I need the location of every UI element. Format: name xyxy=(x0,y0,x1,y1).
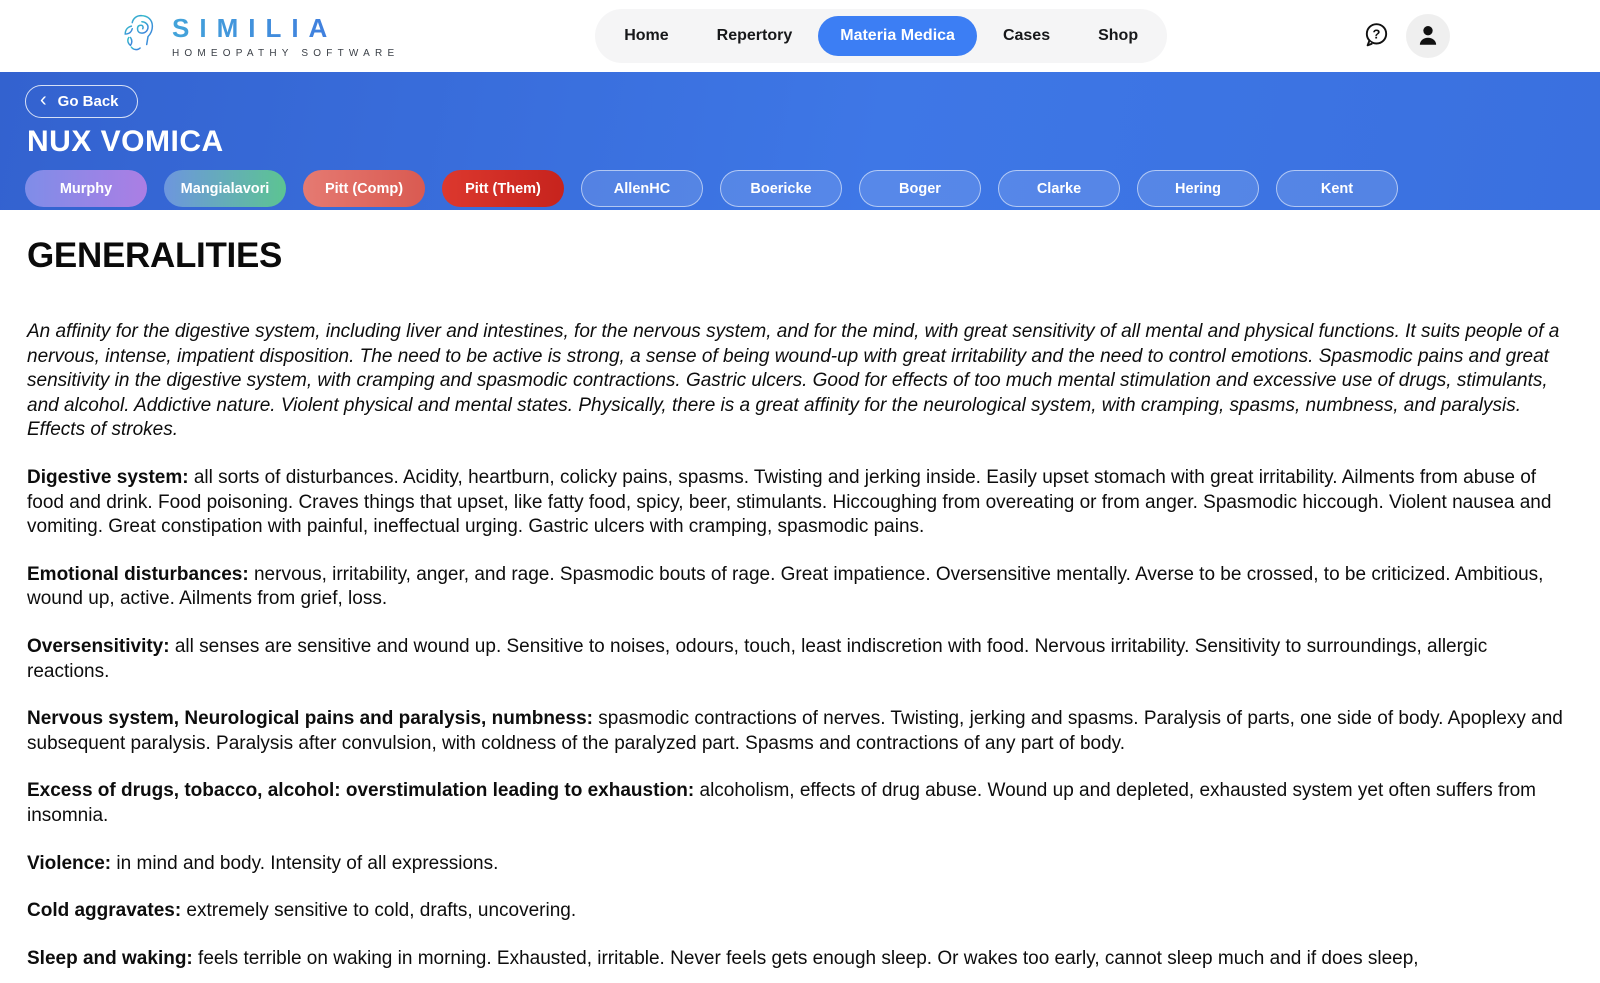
main-nav xyxy=(595,9,1167,63)
nav-item-shop[interactable]: Shop xyxy=(1076,16,1160,56)
source-tab-kent[interactable]: Kent xyxy=(1276,170,1398,207)
go-back-label: Go Back xyxy=(57,93,119,110)
brand-tagline: HOMEOPATHY SOFTWARE xyxy=(172,48,400,59)
help-icon xyxy=(1363,21,1390,51)
brand-logo xyxy=(120,10,399,63)
nav-item-home[interactable]: Home xyxy=(602,16,690,56)
page-title: NUX VOMICA xyxy=(27,125,224,158)
topbar xyxy=(0,0,1600,72)
nav-item-repertory[interactable]: Repertory xyxy=(695,16,815,56)
paragraph-sleep-and-waking: Sleep and waking: feels terrible on waking in morning. Exhausted, irritable. Never feels gets enough sleep. Or wakes too early, cannot sleep much and if does sleep, xyxy=(27,947,1419,969)
source-tab-boger[interactable]: Boger xyxy=(859,170,981,207)
remedy-banner xyxy=(0,72,1600,210)
paragraph-nervous-system-neurological-pains-and-paralysis-: Nervous system, Neurological pains and paralysis, numbness: spasmodic contractions of nerves. Twisting, jerking and spasms. Paralysis of parts, one side of body. Apoplexy and subsequent paralysis. Paralysis after convulsion, with coldness of the paralyzed part. Spasms and contractions of any part of body. xyxy=(27,708,1563,754)
paragraph-cold-aggravates: Cold aggravates: extremely sensitive to cold, drafts, uncovering. xyxy=(27,900,577,922)
source-tab-hering[interactable]: Hering xyxy=(1137,170,1259,207)
svg-text:?: ? xyxy=(1372,26,1381,42)
source-tab-pitt-them[interactable]: Pitt (Them) xyxy=(442,170,564,207)
avatar-button[interactable] xyxy=(1406,14,1450,58)
source-tab-clarke[interactable]: Clarke xyxy=(998,170,1120,207)
intro-paragraph: An affinity for the digestive system, including liver and intestines, for the nervous system, and for the mind, with great sensitivity of all mental and physical functions. It suits people of a nervous, intense, impatient disposition. The need to be active is strong, a sense of being wound-up with great irritability and the need to control emotions. Spasmodic pains and great sensitivity in the digestive system, with cramping and spasmodic contractions. Gastric ulcers. Good for effects of too much mental stimulation and excessive use of drugs, stimulants, and alcohol. Addictive nature. Violent physical and mental states. Physically, there is a great affinity for the neurological system, with cramping, spasms, numbness, and paralysis. Effects of strokes. xyxy=(27,321,1560,441)
paragraph-excess-of-drugs-tobacco-alcohol-overstimulation-: Excess of drugs, tobacco, alcohol: overstimulation leading to exhaustion: alcoholism, effects of drug abuse. Wound up and depleted, exhausted system yet often suffers from insomnia. xyxy=(27,780,1537,826)
go-back-button[interactable] xyxy=(25,85,138,118)
brand-name: SIMILIA xyxy=(172,13,399,44)
source-tab-boericke[interactable]: Boericke xyxy=(720,170,842,207)
paragraph-digestive-system: Digestive system: all sorts of disturbances. Acidity, heartburn, colicky pains, spasms. Twisting and jerking inside. Easily upset stomach with great irritability. Ailments from abuse of food and drink. Food poisoning. Craves things that upset, like fatty food, spicy, beer, stimulants. Hiccoughing from overeating or from anger. Spasmodic hiccough. Violent nausea and vomiting. Great constipation with painful, ineffectual urging. Gastric ulcers with cramping, spasmodic pains. xyxy=(27,466,1552,538)
paragraph-oversensitivity: Oversensitivity: all senses are sensitive and wound up. Sensitive to noises, odours, touch, least indiscretion with food. Nervous irritability. Sensitivity to surroundings, allergic reactions. xyxy=(27,635,1488,682)
source-tab-pitt-comp[interactable]: Pitt (Comp) xyxy=(303,170,425,207)
source-tab-murphy[interactable]: Murphy xyxy=(25,170,147,207)
user-icon xyxy=(1415,22,1441,51)
paragraphs xyxy=(27,466,1573,971)
paragraph-violence: Violence: in mind and body. Intensity of all expressions. xyxy=(27,852,499,874)
section-title: GENERALITIES xyxy=(27,236,283,275)
paragraph-emotional-disturbances: Emotional disturbances: nervous, irritability, anger, and rage. Spasmodic bouts of rage. Great impatience. Oversensitive mentally. Averse to be crossed, to be criticized. Ambitious, wound up, active. Ailments from grief, loss. xyxy=(27,563,1544,610)
similia-logo-icon xyxy=(120,10,162,63)
source-tab-mangialavori[interactable]: Mangialavori xyxy=(164,170,286,207)
chevron-left-icon: ‹ xyxy=(40,89,47,111)
help-button[interactable] xyxy=(1363,21,1390,51)
nav-item-materia-medica[interactable]: Materia Medica xyxy=(818,16,977,56)
content-area xyxy=(0,210,1600,971)
source-tabs xyxy=(25,170,1575,207)
source-tab-allenhc[interactable]: AllenHC xyxy=(581,170,703,207)
nav-item-cases[interactable]: Cases xyxy=(981,16,1072,56)
